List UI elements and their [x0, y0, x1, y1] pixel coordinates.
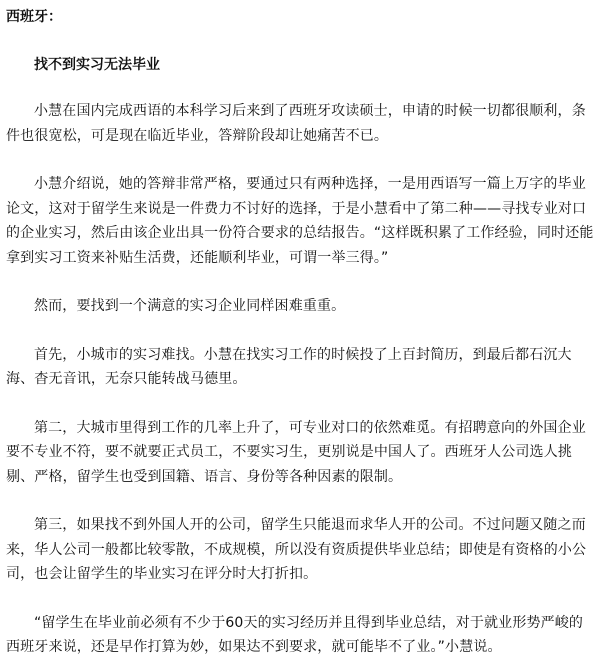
- paragraph: 第三，如果找不到外国人开的公司，留学生只能退而求华人开的公司。不过问题又随之而来，华人公司一般都比较零散，不成规模，所以没有资质提供毕业总结；即使是有资格的小公司，也会让留学生的毕业实习在评分时大打折扣。: [6, 517, 587, 582]
- paragraph: 小慧在国内完成西语的本科学习后来到了西班牙攻读硕士，申请的时候一切都很顺利，条件也很宽松，可是现在临近毕业，答辩阶段却让她痛苦不已。: [6, 103, 586, 144]
- paragraph: “留学生在毕业前必须有不少于60天的实习经历并且得到毕业总结，对于就业形势严峻的西班牙来说，还是早作打算为妙，如果达不到要求，就可能毕不了业。”小慧说。: [6, 614, 584, 655]
- paragraph: 然而，要找到一个满意的实习企业同样困难重重。: [34, 298, 346, 314]
- paragraph: 首先，小城市的实习难找。小慧在找实习工作的时候投了上百封简历，到最后都石沉大海、杳无音讯，无奈只能转战马德里。: [6, 346, 572, 387]
- region-heading: 西班牙：: [6, 9, 62, 25]
- article-title: 找不到实习无法毕业: [34, 57, 160, 73]
- paragraph: 第二，大城市里得到工作的几率上升了，可专业对口的依然难觅。有招聘意向的外国企业要不专业不符，要不就要正式员工，不要实习生，更别说是中国人了。西班牙人公司选人挑剔、严格，留学生也受到国籍、语言、身份等各种因素的限制。: [6, 419, 586, 485]
- paragraph: 小慧介绍说，她的答辩非常严格，要通过只有两种选择，一是用西语写一篇上万字的毕业论文，这对于留学生来说是一件费力不讨好的选择，于是小慧看中了第二种——寻找专业对口的企业实习，然后由该企业出具一份符合要求的总结报告。“这样既积累了工作经验，同时还能拿到实习工资来补贴生活费，还能顺利毕业，可谓一举三得。”: [6, 176, 594, 266]
